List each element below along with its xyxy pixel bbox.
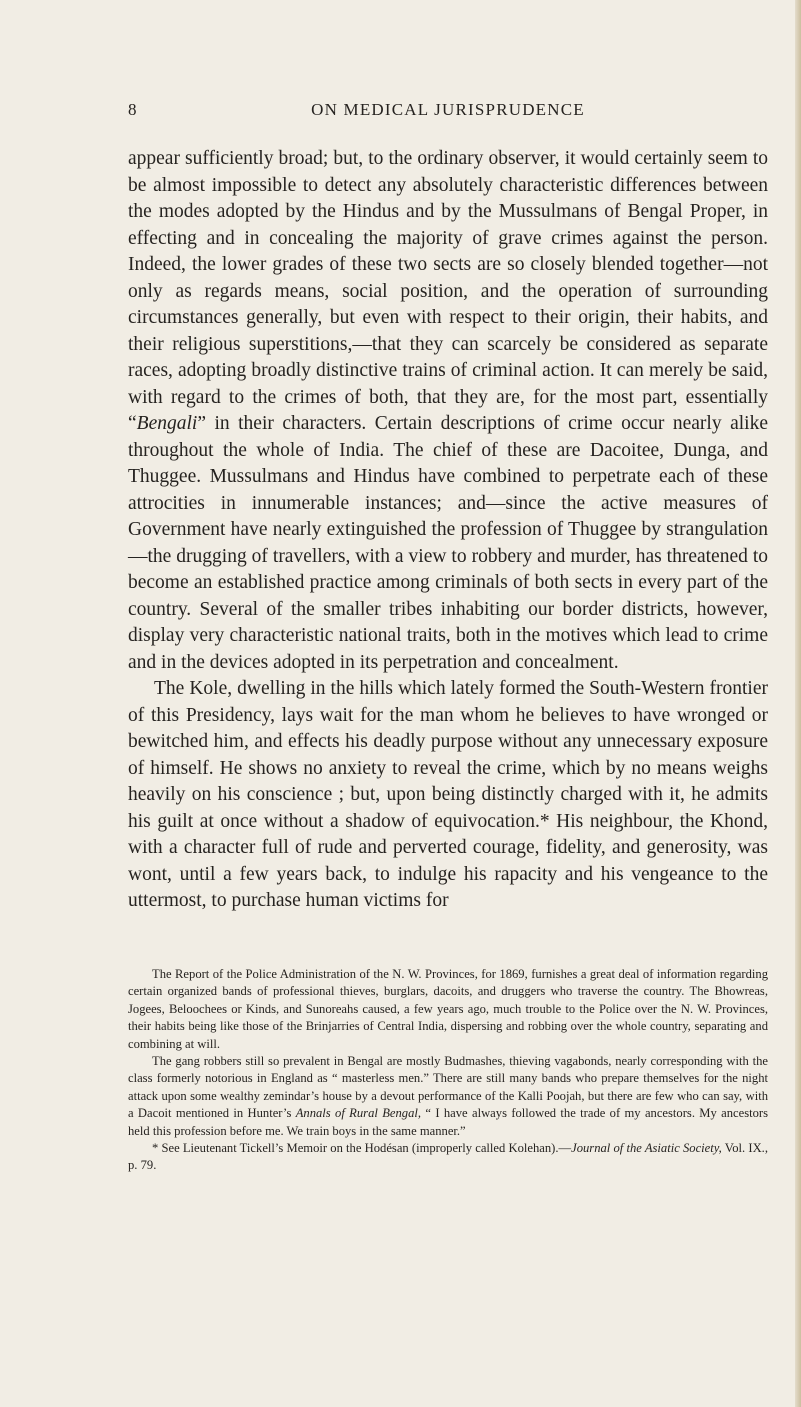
paragraph: The Kole, dwelling in the hills which lately formed the South-Western frontier of this Presidency, lays wait for the man whom he believes to have wronged or bewitched him, and effects his deadly purpose without any unnecessary exposure of himself. He shows no anxiety to reveal the crime, which by no means weighs heavily on his conscience ; but, upon being distinctly charged with it, he admits his guilt at once without a shadow of equivocation.* His neighbour, the Khond, with a character full of rude and perverted courage, fidelity, and generosity, was wont, until a few years back, to indulge his rapacity and his vengeance to the uttermost, to purchase human victims for: [128, 678, 768, 911]
footnote-text: * See Lieutenant Tickell’s Memoir on the Hodésan (improperly called Kolehan).—: [152, 1141, 572, 1156]
footnote-text: Vol. IX., p. 79.: [128, 1141, 768, 1173]
footnote: [128, 1140, 768, 1175]
page-edge-shadow: [795, 0, 801, 1407]
running-head: [128, 100, 768, 124]
running-title: ON MEDICAL JURISPRUDENCE: [311, 100, 585, 119]
page-number: 8: [128, 100, 138, 119]
paragraph-text: appear sufficiently broad; but, to the ordinary observer, it would certainly seem to be almost impossible to detect any absolutely characteristic differences between the modes adopted by the Hindus and by the Mussulmans of Bengal Proper, in effecting and in concealing the majority of grave crimes against the person. Indeed, the lower grades of these two sects are so closely blended together—not only as regards means, social position, and the operation of surrounding circumstances generally, but even with respect to their origin, their habits, and their religious superstitions,—that they can scarcely be considered as separate races, adopting broadly distinctive trains of criminal action. It can merely be said, with regard to the crimes of both, that they are, for the most part, essentially “: [128, 148, 768, 434]
footnotes: [128, 966, 768, 1175]
footnote-text: The gang robbers still so prevalent in Bengal are mostly Budmashes, thieving vagabonds, nearly corresponding with the class formerly notorious in England as “ masterless men.” There are still many bands who prepare themselves for the night attack upon some wealthy zemindar’s house by a devout performance of the Kalli Poojah, but there are few who can say, with a Dacoit mentioned in Hunter’s: [128, 1054, 768, 1121]
paragraph-text: ” in their characters. Certain descriptions of crime occur nearly alike throughout the whole of India. The chief of these are Dacoitee, Dunga, and Thuggee. Mussulmans and Hindus have combined to perpetrate each of these attrocities in innumerable instances; and—since the active measures of Government have nearly extinguished the profession of Thuggee by strangulation—the drugging of travellers, with a view to robbery and murder, has threatened to become an established practice among criminals of both sects in every part of the country. Several of the smaller tribes inhabiting our border districts, however, display very characteristic national traits, both in the motives which lead to crime and in the devices adopted in its perpetration and concealment.: [128, 413, 768, 673]
italic-citation: Annals of Rural Bengal,: [295, 1106, 422, 1121]
italic-citation: Journal of the Asiatic Society,: [571, 1141, 722, 1156]
paragraph: [128, 146, 768, 676]
footnote: The Report of the Police Administration of the N. W. Provinces, for 1869, furnishes a great deal of information regarding certain organized bands of professional thieves, burglars, dacoits, and druggers who traverse the country. The Bhowreas, Jogees, Beloochees or Kinds, and Sunoreahs caused, a few years ago, much trouble to the Police over the N. W. Provinces, their habits being like those of the Brinjarries of Central India, dispersing and robbing over the whole country, separating and combining at will.: [128, 967, 768, 1051]
footnote: [128, 1053, 768, 1140]
footnote-text: “ I have always followed the trade of my ancestors. My ancestors held this profession before me. We train boys in the same manner.”: [128, 1106, 769, 1138]
main-text: [128, 146, 768, 915]
italic-term: Bengali: [136, 413, 198, 434]
